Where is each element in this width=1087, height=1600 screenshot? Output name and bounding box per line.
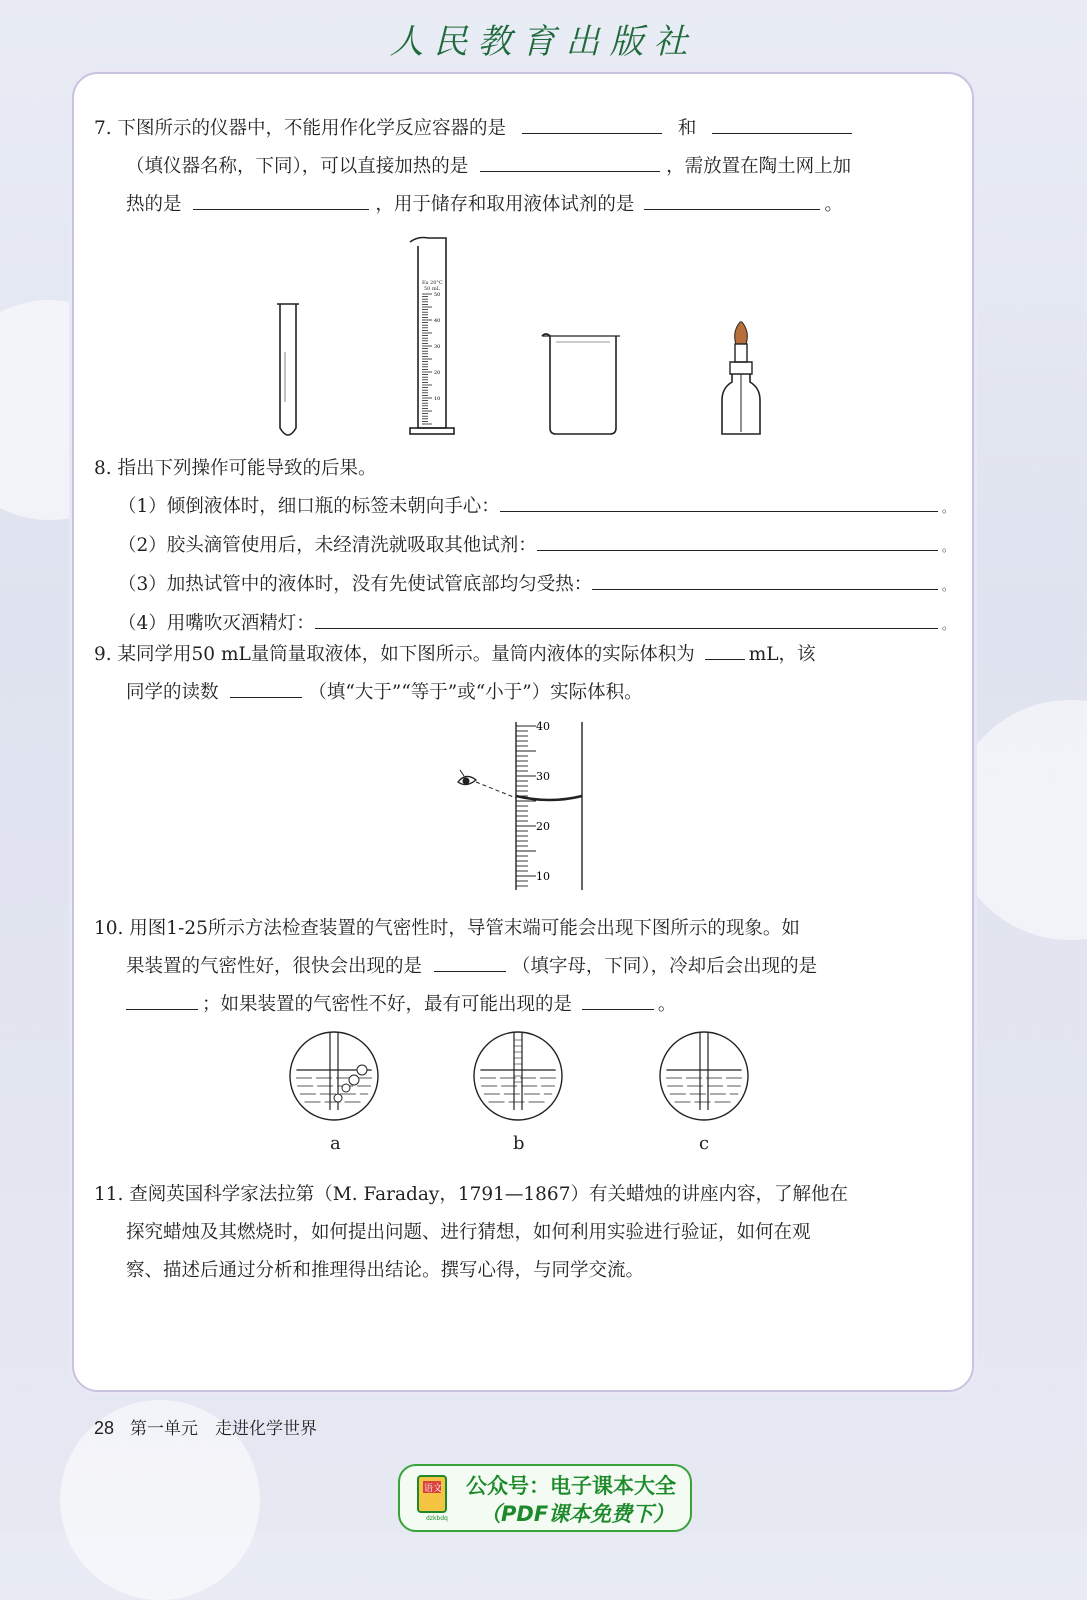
q8-item bbox=[118, 488, 954, 527]
q9-line2a: 同学的读数 bbox=[126, 682, 219, 703]
answer-blank[interactable] bbox=[193, 187, 369, 210]
figure-label-c: c bbox=[699, 1133, 710, 1154]
answer-blank[interactable] bbox=[582, 987, 654, 1010]
answer-blank[interactable] bbox=[644, 187, 820, 210]
period: 。 bbox=[941, 501, 954, 515]
q7-line3b: ，用于储存和取用液体试剂的是 bbox=[375, 194, 635, 215]
q10-line1: 10. 用图1-25所示方法检查装置的气密性时，导管末端可能会出现下图所示的现象。如 bbox=[94, 918, 800, 939]
question-8 bbox=[94, 450, 954, 644]
cylinder-tick-label: 30 bbox=[434, 344, 441, 350]
cylinder-tick-label: 50 bbox=[434, 292, 441, 298]
book-icon bbox=[414, 1472, 454, 1522]
badge-line2: （PDF课本免费下） bbox=[480, 1502, 675, 1526]
period: 。 bbox=[824, 194, 843, 215]
q8-item bbox=[118, 566, 954, 605]
eye-icon bbox=[458, 770, 476, 785]
answer-blank[interactable] bbox=[705, 637, 745, 660]
period: 。 bbox=[941, 540, 954, 554]
scale-tick-label: 10 bbox=[536, 870, 550, 883]
icon-subtext: dzkbdq bbox=[426, 1515, 448, 1522]
period: 。 bbox=[657, 994, 677, 1015]
q11-line1: 11. 查阅英国科学家法拉第（M. Faraday，1791—1867）有关蜡烛的讲座内容，了解他在 bbox=[94, 1184, 848, 1205]
airtightness-circle-a bbox=[290, 1032, 378, 1120]
page-number: 28 bbox=[94, 1418, 115, 1438]
q10-airtightness-figure bbox=[280, 1026, 760, 1126]
q10-line3a: ；如果装置的气密性不好，最有可能出现的是 bbox=[202, 994, 573, 1015]
scale-tick-label: 40 bbox=[536, 720, 550, 733]
cylinder-tick-label: 20 bbox=[434, 370, 441, 376]
q11-line3: 察、描述后通过分析和推理得出结论。撰写心得，与同学交流。 bbox=[126, 1260, 645, 1281]
q8-item-text: （2）胶头滴管使用后，未经清洗就吸取其他试剂： bbox=[118, 535, 537, 556]
answer-blank[interactable] bbox=[712, 111, 852, 134]
q10-line2a: 果装置的气密性好，很快会出现的是 bbox=[126, 956, 423, 977]
q9-cylinder-reading-figure bbox=[450, 716, 600, 896]
publisher-logo: 人民教育出版社 bbox=[389, 22, 698, 62]
unit-title: 第一单元 走进化学世界 bbox=[130, 1419, 318, 1439]
q8-title: 8. 指出下列操作可能导致的后果。 bbox=[94, 458, 377, 479]
badge-line1: 公众号：电子课本大全 bbox=[466, 1474, 676, 1498]
q9-line1a: 9. 某同学用50 mL量筒量取液体，如下图所示。量筒内液体的实际体积为 bbox=[94, 644, 695, 665]
test-tube-icon bbox=[277, 304, 299, 435]
q7-and: 和 bbox=[677, 118, 697, 139]
question-11 bbox=[94, 1176, 954, 1290]
q9-line2b: （填“大于”“等于”或“小于”）实际体积。 bbox=[308, 682, 643, 703]
cylinder-tick-label: 10 bbox=[434, 396, 441, 402]
q10-line2b: （填字母，下同），冷却后会出现的是 bbox=[511, 956, 818, 977]
answer-blank[interactable] bbox=[522, 111, 662, 134]
answer-blank[interactable] bbox=[592, 567, 938, 590]
wechat-badge[interactable] bbox=[398, 1464, 692, 1532]
q11-line2: 探究蜡烛及其燃烧时，如何提出问题、进行猜想，如何利用实验进行验证，如何在观 bbox=[126, 1222, 811, 1243]
cylinder-label: Ex 20°C bbox=[422, 280, 443, 286]
q8-item-text: （1）倾倒液体时，细口瓶的标签未朝向手心： bbox=[118, 496, 500, 517]
scale-tick-label: 20 bbox=[536, 820, 550, 833]
q8-item-text: （4）用嘴吹灭酒精灯： bbox=[118, 613, 315, 634]
period: 。 bbox=[941, 618, 954, 632]
answer-blank[interactable] bbox=[126, 987, 198, 1010]
graduated-cylinder-icon bbox=[410, 238, 454, 435]
beaker-icon bbox=[542, 334, 620, 434]
figure-label-b: b bbox=[513, 1133, 525, 1154]
icon-text: 语文 bbox=[424, 1484, 443, 1494]
q8-item-text: （3）加热试管中的液体时，没有先使试管底部均匀受热： bbox=[118, 574, 593, 595]
question-7 bbox=[94, 110, 954, 224]
q7-line2a: （填仪器名称，下同），可以直接加热的是 bbox=[126, 156, 469, 177]
answer-blank[interactable] bbox=[230, 675, 302, 698]
period: 。 bbox=[941, 579, 954, 593]
scale-tick-label: 30 bbox=[536, 770, 550, 783]
figure-label-a: a bbox=[330, 1133, 341, 1154]
airtightness-circle-c bbox=[660, 1032, 748, 1120]
question-9 bbox=[94, 636, 954, 712]
cylinder-tick-label: 40 bbox=[434, 318, 441, 324]
q7-apparatus-figure bbox=[260, 232, 800, 442]
airtightness-circle-b bbox=[474, 1032, 562, 1120]
answer-blank[interactable] bbox=[434, 949, 506, 972]
cylinder-capacity: 50 mL bbox=[424, 286, 441, 292]
answer-blank[interactable] bbox=[537, 528, 938, 551]
page-footer bbox=[94, 1414, 317, 1439]
answer-blank[interactable] bbox=[480, 149, 660, 172]
q7-line2b: ，需放置在陶土网上加 bbox=[666, 156, 852, 177]
q7-line1: 7. 下图所示的仪器中，不能用作化学反应容器的是 bbox=[94, 118, 507, 139]
dropper-bottle-icon bbox=[722, 322, 760, 434]
answer-blank[interactable] bbox=[315, 606, 938, 629]
q7-line3a: 热的是 bbox=[126, 194, 182, 215]
answer-blank[interactable] bbox=[500, 489, 938, 512]
q9-line1b: mL，该 bbox=[748, 644, 816, 665]
question-10 bbox=[94, 910, 954, 1024]
q8-item bbox=[118, 527, 954, 566]
